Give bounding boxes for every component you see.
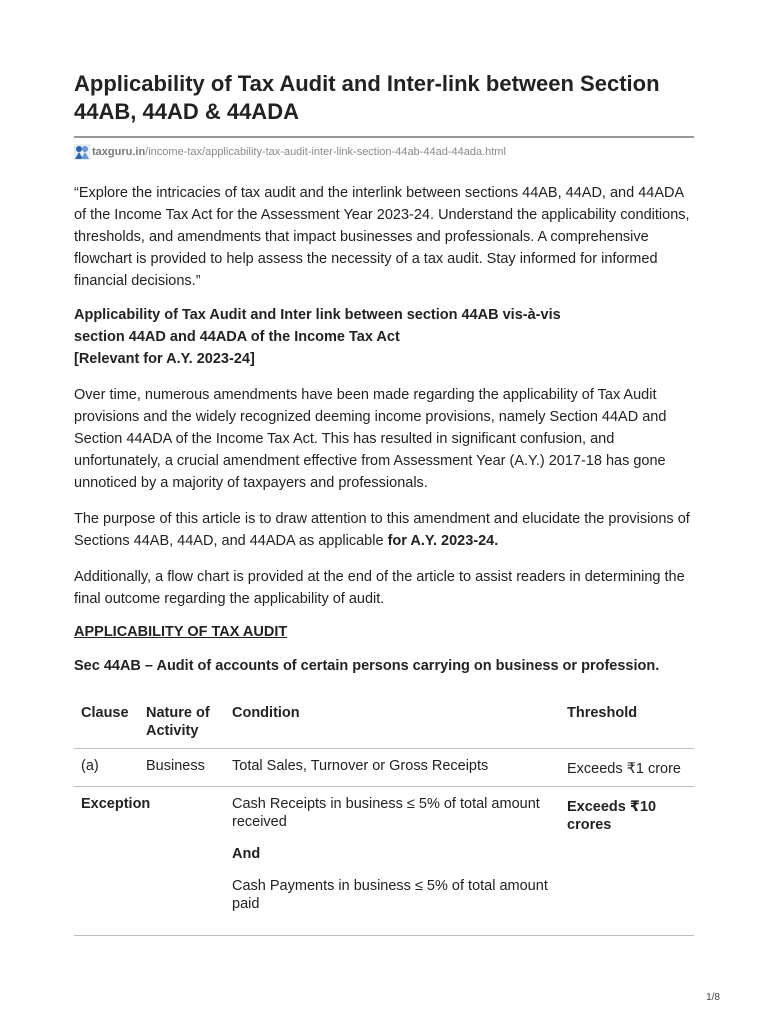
subheading-line-3: [Relevant for A.Y. 2023-24]: [74, 351, 255, 367]
sec-44ab-heading: Sec 44AB – Audit of accounts of certain persons carrying on business or profession.: [74, 658, 660, 674]
row-a-nature: Business: [139, 749, 225, 787]
row-a-condition: Total Sales, Turnover or Gross Receipts: [225, 749, 560, 787]
page-number: 1/8: [706, 992, 720, 1003]
row-a-threshold: Exceeds ₹1 crore: [560, 749, 694, 787]
article-subheading: [74, 304, 694, 370]
table-row-exception: [74, 787, 694, 936]
header-clause: Clause: [74, 696, 139, 749]
title-divider: [74, 136, 694, 138]
body-paragraph-3: Additionally, a flow chart is provided at the end of the article to assist readers in determining the final outcome regarding the applicability of audit.: [74, 569, 685, 607]
section-heading: APPLICABILITY OF TAX AUDIT: [74, 624, 288, 640]
subheading-line-2: section 44AD and 44ADA of the Income Tax Act: [74, 329, 400, 345]
document-page: [74, 70, 694, 936]
paragraph-2-bold: for A.Y. 2023-24.: [387, 533, 499, 549]
exception-threshold: Exceeds ₹10 crores: [560, 787, 694, 936]
exception-condition-2: Cash Payments in business ≤ 5% of total amount paid: [232, 878, 548, 912]
body-paragraph-1: Over time, numerous amendments have been made regarding the applicability of Tax Audit provisions and the widely recognized deeming income provisions, namely Section 44AD and Section 44ADA of the Income Tax Act. This has resulted in significant confusion, and unfortunately, a crucial amendment effective from Assessment Year (A.Y.) 2017-18 has gone unnoticed by a majority of taxpayers and professionals.: [74, 387, 667, 491]
table-row: [74, 749, 694, 787]
exception-conditions: [225, 787, 560, 936]
exception-label: Exception: [74, 787, 225, 936]
subheading-line-1: Applicability of Tax Audit and Inter link between section 44AB vis-à-vis: [74, 307, 561, 323]
body-paragraph-2: [74, 508, 694, 552]
source-link[interactable]: [92, 146, 506, 158]
paragraph-2-text: The purpose of this article is to draw attention to this amendment and elucidate the provisions of Sections 44AB, 44AD, and 44ADA as applicable: [74, 511, 690, 549]
row-a-clause: (a): [74, 749, 139, 787]
page-title: Applicability of Tax Audit and Inter-link between Section 44AB, 44AD & 44ADA: [74, 71, 660, 124]
exception-and-label: And: [232, 846, 261, 862]
header-condition: Condition: [225, 696, 560, 749]
table-header-row: [74, 696, 694, 749]
exception-condition-1: Cash Receipts in business ≤ 5% of total amount received: [232, 796, 540, 830]
intro-paragraph: “Explore the intricacies of tax audit and the interlink between sections 44AB, 44AD, and 44ADA of the Income Tax Act for the Assessment Year 2023-24. Understand the applicability conditions, thresholds, and amendments that impact businesses and professionals. A comprehensive flowchart is provided to help assess the necessity of a tax audit. Stay informed for informed financial decisions.”: [74, 185, 690, 289]
source-domain: taxguru.in: [92, 146, 146, 158]
header-nature: Nature of Activity: [139, 696, 225, 749]
source-line: [74, 144, 694, 160]
header-threshold: Threshold: [560, 696, 694, 749]
taxguru-logo-icon: [74, 144, 90, 160]
source-path: /income-tax/applicability-tax-audit-inter-link-section-44ab-44ad-44ada.html: [145, 146, 506, 158]
audit-table: [74, 696, 694, 936]
